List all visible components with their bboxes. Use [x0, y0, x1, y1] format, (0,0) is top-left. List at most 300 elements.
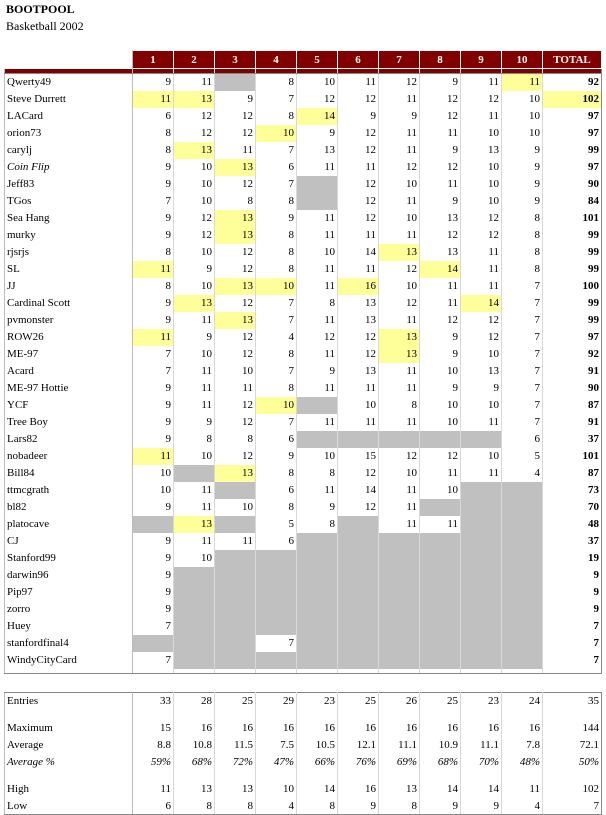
player-name: bl82 [5, 499, 133, 516]
score-cell: 5 [502, 448, 543, 465]
spacer-cell [543, 771, 602, 781]
summary-table [4, 692, 602, 815]
score-cell: 5 [256, 516, 297, 533]
spacer-cell [256, 771, 297, 781]
total-cell: 99 [543, 244, 602, 261]
score-cell: 12 [338, 329, 379, 346]
score-cell: 8 [256, 499, 297, 516]
score-cell [461, 431, 502, 448]
score-cell [461, 516, 502, 533]
score-cell: 10 [379, 465, 420, 482]
score-cell: 7 [133, 652, 174, 669]
summary-value: 25 [215, 693, 256, 710]
summary-value: 7.8 [502, 737, 543, 754]
score-cell [379, 550, 420, 567]
player-name: Tree Boy [5, 414, 133, 431]
spacer-cell [420, 669, 461, 674]
spacer-cell [5, 710, 133, 720]
table-row [5, 159, 602, 176]
score-cell: 10 [461, 448, 502, 465]
score-cell [256, 652, 297, 669]
summary-row [5, 798, 602, 815]
spacer-cell [256, 669, 297, 674]
score-cell: 12 [215, 346, 256, 363]
score-cell: 9 [420, 380, 461, 397]
score-cell [174, 652, 215, 669]
score-cell: 7 [133, 193, 174, 210]
table-row [5, 312, 602, 329]
table-row [5, 142, 602, 159]
score-cell: 9 [133, 227, 174, 244]
score-cell [338, 550, 379, 567]
score-cell: 12 [215, 329, 256, 346]
score-cell: 13 [215, 312, 256, 329]
score-cell: 10 [174, 278, 215, 295]
score-cell: 9 [133, 601, 174, 618]
summary-value: 4 [502, 798, 543, 815]
score-cell: 8 [174, 431, 215, 448]
table-row [5, 227, 602, 244]
score-cell [297, 567, 338, 584]
spacer-cell [420, 710, 461, 720]
score-cell: 7 [502, 397, 543, 414]
score-cell: 12 [379, 261, 420, 278]
score-cell: 11 [379, 380, 420, 397]
score-cell: 10 [256, 125, 297, 142]
total-cell: 7 [543, 652, 602, 669]
table-row [5, 533, 602, 550]
score-cell: 14 [297, 108, 338, 125]
score-cell: 11 [215, 533, 256, 550]
score-cell [297, 550, 338, 567]
summary-value: 16 [420, 720, 461, 737]
score-cell [215, 652, 256, 669]
score-cell: 7 [256, 176, 297, 193]
score-cell [461, 601, 502, 618]
score-cell: 8 [256, 380, 297, 397]
score-cell: 10 [174, 176, 215, 193]
total-cell: 99 [543, 142, 602, 159]
total-cell: 99 [543, 261, 602, 278]
score-cell: 8 [256, 227, 297, 244]
summary-value: 9 [420, 798, 461, 815]
summary-value: 16 [174, 720, 215, 737]
summary-value: 11.1 [379, 737, 420, 754]
score-cell: 7 [502, 312, 543, 329]
table-row [5, 363, 602, 380]
score-cell: 9 [338, 108, 379, 125]
score-cell [379, 618, 420, 635]
score-cell: 9 [256, 448, 297, 465]
score-cell: 10 [420, 397, 461, 414]
summary-value: 26 [379, 693, 420, 710]
score-cell [420, 584, 461, 601]
summary-value: 10.9 [420, 737, 461, 754]
score-cell: 11 [379, 499, 420, 516]
score-cell [502, 584, 543, 601]
score-cell: 6 [256, 431, 297, 448]
total-cell: 101 [543, 210, 602, 227]
score-cell [502, 601, 543, 618]
score-cell: 6 [256, 159, 297, 176]
score-cell: 11 [379, 482, 420, 499]
table-row [5, 176, 602, 193]
score-cell: 9 [174, 261, 215, 278]
score-cell: 11 [338, 227, 379, 244]
score-cell [461, 550, 502, 567]
summary-value: 13 [379, 781, 420, 798]
score-cell: 11 [338, 261, 379, 278]
score-cell [338, 584, 379, 601]
score-cell [461, 584, 502, 601]
total-cell: 92 [543, 74, 602, 91]
score-cell: 8 [379, 397, 420, 414]
score-cell: 12 [174, 227, 215, 244]
score-cell: 12 [420, 108, 461, 125]
summary-total: 72.1 [543, 737, 602, 754]
spacer-cell [174, 669, 215, 674]
score-cell: 11 [461, 278, 502, 295]
score-cell [174, 584, 215, 601]
column-header-10: 10 [502, 51, 543, 69]
summary-value: 14 [461, 781, 502, 798]
player-name: darwin96 [5, 567, 133, 584]
score-cell: 13 [338, 363, 379, 380]
score-cell: 12 [215, 414, 256, 431]
score-cell: 9 [133, 567, 174, 584]
table-row [5, 74, 602, 91]
score-cell: 13 [461, 142, 502, 159]
table-row [5, 329, 602, 346]
score-cell [256, 618, 297, 635]
score-cell: 10 [338, 397, 379, 414]
score-cell [461, 533, 502, 550]
score-cell: 9 [133, 550, 174, 567]
summary-value: 23 [461, 693, 502, 710]
score-cell: 14 [338, 482, 379, 499]
summary-value: 16 [379, 720, 420, 737]
score-cell: 6 [502, 431, 543, 448]
score-cell: 9 [133, 380, 174, 397]
score-cell: 11 [461, 108, 502, 125]
column-header-6: 6 [338, 51, 379, 69]
spacer-cell [338, 771, 379, 781]
spacer-cell [297, 669, 338, 674]
score-cell: 8 [215, 193, 256, 210]
score-cell: 13 [379, 244, 420, 261]
score-cell: 7 [256, 414, 297, 431]
total-cell: 87 [543, 397, 602, 414]
summary-value: 8 [379, 798, 420, 815]
spacer-cell [379, 669, 420, 674]
score-cell: 9 [502, 159, 543, 176]
summary-value: 16 [297, 720, 338, 737]
spacer-cell [461, 771, 502, 781]
summary-value: 11 [502, 781, 543, 798]
player-name: Coin Flip [5, 159, 133, 176]
table-row [5, 108, 602, 125]
score-cell [338, 431, 379, 448]
table-row [5, 380, 602, 397]
score-cell: 9 [420, 329, 461, 346]
score-cell: 12 [215, 244, 256, 261]
total-cell: 7 [543, 618, 602, 635]
total-cell: 91 [543, 414, 602, 431]
score-cell [215, 74, 256, 91]
total-cell: 7 [543, 635, 602, 652]
summary-value: 11.5 [215, 737, 256, 754]
score-cell: 11 [461, 244, 502, 261]
player-name: Huey [5, 618, 133, 635]
player-name: ME-97 [5, 346, 133, 363]
summary-label: Maximum [5, 720, 133, 737]
summary-value: 9 [338, 798, 379, 815]
total-cell: 97 [543, 108, 602, 125]
score-cell: 12 [338, 125, 379, 142]
score-cell: 11 [502, 74, 543, 91]
spacer-cell [338, 710, 379, 720]
summary-value: 11.1 [461, 737, 502, 754]
score-cell: 7 [502, 363, 543, 380]
score-cell: 10 [256, 397, 297, 414]
score-cell: 10 [502, 125, 543, 142]
player-name: TGos [5, 193, 133, 210]
score-cell: 11 [297, 210, 338, 227]
score-cell: 11 [297, 380, 338, 397]
score-cell: 12 [420, 312, 461, 329]
total-cell: 19 [543, 550, 602, 567]
score-cell [502, 533, 543, 550]
summary-value: 48% [502, 754, 543, 771]
score-cell: 10 [502, 91, 543, 108]
summary-value: 16 [215, 720, 256, 737]
spacer-cell [215, 669, 256, 674]
spacer-cell [174, 771, 215, 781]
player-name: platocave [5, 516, 133, 533]
table-row [5, 414, 602, 431]
score-cell [420, 652, 461, 669]
score-cell: 11 [133, 448, 174, 465]
summary-row [5, 737, 602, 754]
standings-body [5, 74, 602, 674]
score-cell: 9 [133, 397, 174, 414]
score-cell: 11 [174, 312, 215, 329]
score-cell: 12 [379, 159, 420, 176]
score-cell: 8 [133, 244, 174, 261]
score-cell: 11 [297, 346, 338, 363]
score-cell: 8 [133, 125, 174, 142]
score-cell: 12 [215, 261, 256, 278]
score-cell: 8 [502, 210, 543, 227]
score-cell: 13 [338, 312, 379, 329]
score-cell: 10 [133, 465, 174, 482]
score-cell: 9 [133, 414, 174, 431]
score-cell: 11 [420, 176, 461, 193]
score-cell [297, 193, 338, 210]
score-cell: 12 [420, 227, 461, 244]
score-cell: 11 [133, 91, 174, 108]
score-cell: 8 [502, 244, 543, 261]
score-cell [420, 550, 461, 567]
score-cell: 8 [256, 261, 297, 278]
score-cell: 8 [133, 278, 174, 295]
score-cell [461, 567, 502, 584]
score-cell: 9 [297, 499, 338, 516]
spacer-cell [297, 771, 338, 781]
score-cell: 8 [256, 346, 297, 363]
score-cell [461, 499, 502, 516]
total-cell: 99 [543, 227, 602, 244]
score-cell: 9 [133, 312, 174, 329]
score-cell [256, 601, 297, 618]
score-cell: 10 [297, 74, 338, 91]
summary-value: 16 [461, 720, 502, 737]
summary-value: 15 [133, 720, 174, 737]
score-cell [420, 567, 461, 584]
summary-value: 16 [256, 720, 297, 737]
player-name: WindyCityCard [5, 652, 133, 669]
player-name: Sea Hang [5, 210, 133, 227]
score-cell: 10 [174, 346, 215, 363]
score-cell: 13 [461, 363, 502, 380]
score-cell: 10 [215, 499, 256, 516]
score-cell [297, 652, 338, 669]
column-header-8: 8 [420, 51, 461, 69]
score-cell: 12 [338, 142, 379, 159]
score-cell [174, 465, 215, 482]
summary-label: Average % [5, 754, 133, 771]
score-cell [215, 635, 256, 652]
score-cell: 11 [420, 125, 461, 142]
score-cell: 9 [215, 91, 256, 108]
score-cell: 13 [215, 159, 256, 176]
score-cell: 9 [133, 431, 174, 448]
score-cell: 13 [379, 329, 420, 346]
page-header [6, 2, 84, 33]
summary-value: 68% [174, 754, 215, 771]
score-cell: 9 [256, 210, 297, 227]
table-end-spacer [5, 669, 602, 674]
score-cell: 11 [338, 159, 379, 176]
summary-value: 25 [420, 693, 461, 710]
score-cell: 10 [461, 397, 502, 414]
total-cell: 90 [543, 380, 602, 397]
total-cell: 97 [543, 329, 602, 346]
player-name: Lars82 [5, 431, 133, 448]
score-cell [338, 601, 379, 618]
total-cell: 9 [543, 567, 602, 584]
score-cell: 12 [338, 499, 379, 516]
score-cell: 12 [174, 125, 215, 142]
score-cell: 8 [256, 465, 297, 482]
score-cell: 12 [379, 448, 420, 465]
score-cell: 7 [502, 278, 543, 295]
score-cell: 11 [297, 278, 338, 295]
summary-value: 47% [256, 754, 297, 771]
score-cell: 11 [297, 159, 338, 176]
score-cell: 8 [297, 516, 338, 533]
score-cell [461, 652, 502, 669]
player-name: Pip97 [5, 584, 133, 601]
score-cell [338, 652, 379, 669]
summary-value: 28 [174, 693, 215, 710]
score-cell: 7 [256, 635, 297, 652]
score-cell: 11 [174, 380, 215, 397]
player-name: Stanford99 [5, 550, 133, 567]
score-cell [338, 567, 379, 584]
score-cell: 7 [502, 346, 543, 363]
score-cell [420, 533, 461, 550]
score-cell: 11 [338, 74, 379, 91]
score-cell: 9 [297, 125, 338, 142]
score-cell: 7 [256, 295, 297, 312]
table-row [5, 397, 602, 414]
score-cell [461, 635, 502, 652]
score-cell: 10 [420, 482, 461, 499]
player-name: orion73 [5, 125, 133, 142]
player-name: Bill84 [5, 465, 133, 482]
score-cell: 7 [502, 380, 543, 397]
score-cell: 9 [420, 74, 461, 91]
summary-value: 14 [420, 781, 461, 798]
player-name: Jeff83 [5, 176, 133, 193]
summary-row [5, 781, 602, 798]
score-cell: 12 [215, 295, 256, 312]
score-cell [420, 635, 461, 652]
score-cell [379, 567, 420, 584]
score-cell: 10 [461, 125, 502, 142]
score-cell [215, 482, 256, 499]
score-cell: 8 [256, 74, 297, 91]
summary-value: 25 [338, 693, 379, 710]
player-name: carylj [5, 142, 133, 159]
score-cell: 12 [338, 91, 379, 108]
score-cell: 7 [133, 618, 174, 635]
score-cell: 7 [502, 329, 543, 346]
standings-table [4, 50, 602, 674]
score-cell: 11 [174, 533, 215, 550]
player-name: SL [5, 261, 133, 278]
table-row [5, 261, 602, 278]
score-cell: 12 [338, 176, 379, 193]
score-cell: 8 [297, 465, 338, 482]
score-cell: 11 [379, 227, 420, 244]
score-cell: 12 [379, 74, 420, 91]
summary-value: 11 [133, 781, 174, 798]
score-cell [379, 652, 420, 669]
score-cell: 12 [297, 91, 338, 108]
table-row [5, 193, 602, 210]
score-cell [297, 176, 338, 193]
score-cell: 11 [379, 363, 420, 380]
score-cell: 9 [502, 193, 543, 210]
score-cell: 11 [461, 414, 502, 431]
column-header-9: 9 [461, 51, 502, 69]
summary-value: 29 [256, 693, 297, 710]
summary-row [5, 720, 602, 737]
table-row [5, 516, 602, 533]
player-name: LACard [5, 108, 133, 125]
summary-label: High [5, 781, 133, 798]
score-cell: 6 [256, 482, 297, 499]
score-cell: 10 [174, 244, 215, 261]
player-name: zorro [5, 601, 133, 618]
score-cell: 12 [338, 346, 379, 363]
score-cell [420, 618, 461, 635]
score-cell: 10 [256, 278, 297, 295]
score-cell: 9 [502, 142, 543, 159]
score-cell [297, 397, 338, 414]
